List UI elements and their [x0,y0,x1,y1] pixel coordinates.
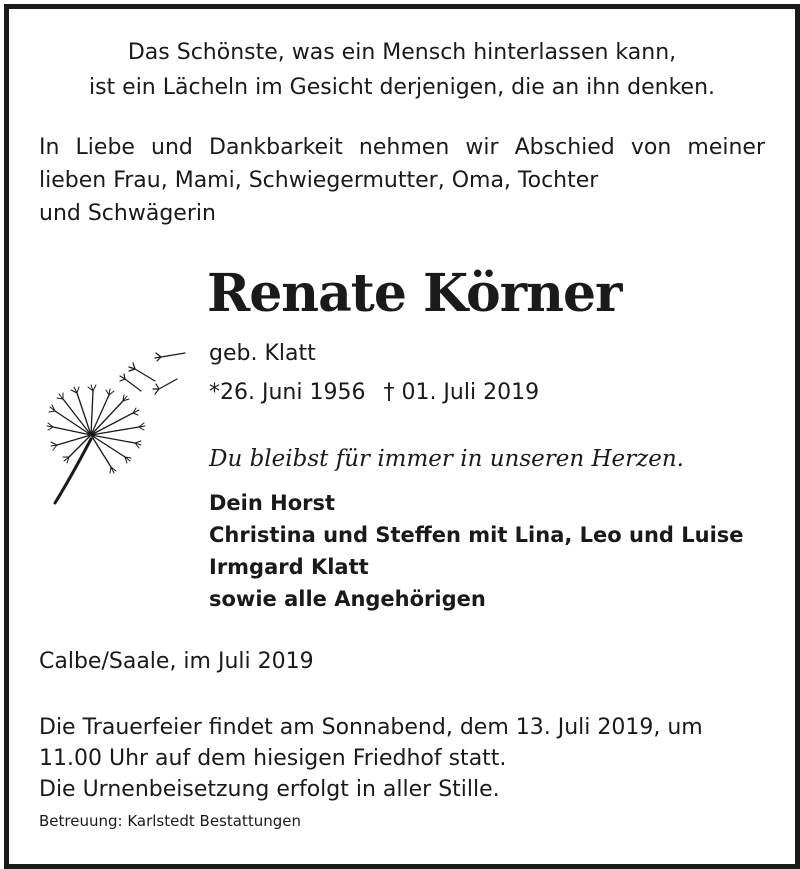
funeral-line-1: Die Trauerfeier findet am Sonnabend, dem 13. Juli 2019, um [39,715,703,740]
intro-line-3: und Schwägerin [39,201,216,226]
deceased-name: Renate Körner [207,263,622,324]
undertaker-credit: Betreuung: Karlstedt Bestattungen [39,812,301,830]
mourner-item: sowie alle Angehörigen [209,587,486,611]
death-date: † 01. Juli 2019 [383,380,540,405]
life-dates [209,378,539,408]
birth-name: geb. Klatt [209,341,316,366]
mourner-item: Dein Horst [209,491,336,515]
quote-line-1: Das Schönste, was ein Mensch hinterlassen kann, [127,40,677,65]
place-date: Calbe/Saale, im Juli 2019 [39,649,314,674]
mourners-list [209,487,744,615]
funeral-info [39,712,775,805]
memorial-motto: Du bleibst für immer in unseren Herzen. [209,446,684,472]
intro-line-1: In Liebe und Dankbarkeit nehmen wir Abschied von [39,135,672,160]
quote-line-2: ist ein Lächeln im Gesicht derjenigen, die an ihn denken. [88,75,716,100]
dandelion-icon [39,339,189,514]
funeral-line-3: Die Urnenbeisetzung erfolgt in aller Stille. [39,777,500,802]
mourner-item: Christina und Steffen mit Lina, Leo und Luise [209,523,744,547]
birth-date: *26. Juni 1956 [209,380,366,405]
funeral-line-2: 11.00 Uhr auf dem hiesigen Friedhof statt. [39,746,507,771]
intro-text [39,131,765,230]
mourner-item: Irmgard Klatt [209,555,369,579]
intro-line-2: meiner lieben Frau, Mami, Schwiegermutter, Oma, Tochter [39,135,765,193]
obituary-frame [4,4,800,869]
memorial-quote [9,35,795,105]
